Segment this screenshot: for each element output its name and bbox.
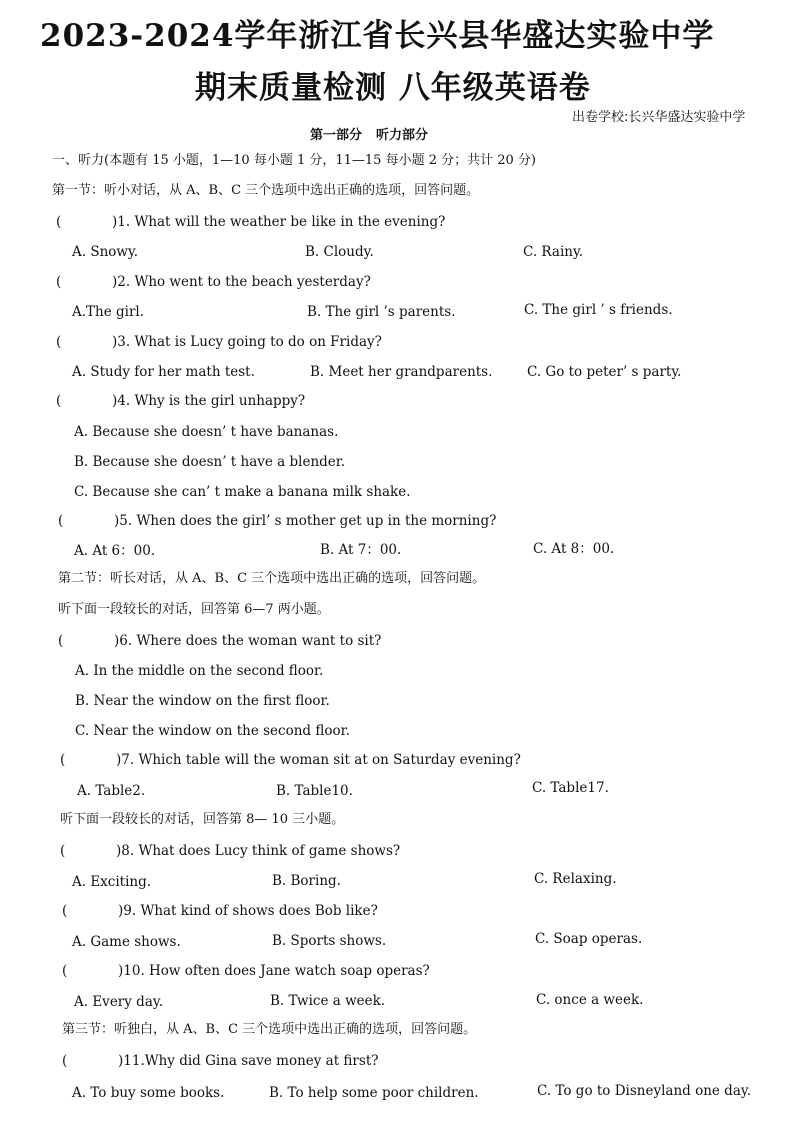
q4-option-c: C. Because she can’ t make a banana milk shake. bbox=[74, 484, 411, 500]
question-text: )10. How often does Jane watch soap operas? bbox=[118, 963, 430, 979]
q2-option-a: A.The girl. bbox=[72, 304, 145, 320]
section2-note-2: 听下面一段较长的对话，回答第 8— 10 三小题。 bbox=[60, 812, 345, 827]
question-text: )2. Who went to the beach yesterday? bbox=[112, 274, 371, 290]
question-text: )9. What kind of shows does Bob like? bbox=[118, 903, 378, 919]
q9-option-a: A. Game shows. bbox=[72, 934, 181, 950]
q5-option-c: C. At 8：00. bbox=[533, 541, 615, 557]
q4-option-a: A. Because she doesn’ t have bananas. bbox=[74, 424, 339, 440]
part-title-label: 第一部分 bbox=[310, 128, 363, 143]
q6-option-b: B. Near the window on the first floor. bbox=[75, 693, 330, 709]
section2-note-1: 听下面一段较长的对话，回答第 6—7 两小题。 bbox=[58, 602, 330, 617]
q3-option-a: A. Study for her math test. bbox=[72, 364, 255, 380]
exam-title-line1: 2023-2024学年浙江省长兴县华盛达实验中学 bbox=[40, 18, 715, 54]
answer-paren: ( bbox=[56, 274, 62, 290]
q8-option-c: C. Relaxing. bbox=[534, 871, 617, 887]
q7-option-a: A. Table2. bbox=[77, 783, 146, 799]
q11-option-c: C. To go to Disneyland one day. bbox=[537, 1083, 752, 1099]
q10-option-a: A. Every day. bbox=[74, 994, 163, 1010]
q2-option-b: B. The girl ’s parents. bbox=[307, 304, 456, 320]
question-7 bbox=[60, 751, 521, 769]
answer-paren: ( bbox=[58, 513, 64, 529]
q5-option-b: B. At 7：00. bbox=[320, 542, 402, 558]
answer-paren: ( bbox=[56, 393, 62, 409]
question-text: )6. Where does the woman want to sit? bbox=[114, 633, 382, 649]
section3-instruction: 第三节：听独白，从 A、B、C 三个选项中选出正确的选项，回答问题。 bbox=[62, 1022, 477, 1037]
question-5 bbox=[58, 512, 496, 530]
q6-option-c: C. Near the window on the second floor. bbox=[75, 723, 350, 739]
part-title bbox=[310, 124, 442, 143]
section-main-instruction: 一、听力(本题有 15 小题，1—10 每小题 1 分，11—15 每小题 2 分；共计 20 分) bbox=[52, 153, 536, 168]
question-text: )1. What will the weather be like in the evening? bbox=[112, 214, 446, 230]
q1-option-c: C. Rainy. bbox=[523, 244, 584, 260]
q1-option-b: B. Cloudy. bbox=[305, 244, 374, 260]
q8-option-a: A. Exciting. bbox=[72, 874, 152, 890]
q7-option-b: B. Table10. bbox=[276, 783, 353, 799]
answer-paren: ( bbox=[62, 903, 68, 919]
answer-paren: ( bbox=[58, 633, 64, 649]
q9-option-b: B. Sports shows. bbox=[272, 933, 387, 949]
q6-option-a: A. In the middle on the second floor. bbox=[75, 663, 324, 679]
question-2 bbox=[56, 273, 371, 291]
part-subtitle-label: 听力部分 bbox=[376, 128, 429, 143]
answer-paren: ( bbox=[56, 214, 62, 230]
q11-option-b: B. To help some poor children. bbox=[269, 1085, 479, 1101]
q10-option-b: B. Twice a week. bbox=[270, 993, 386, 1009]
exam-title-line2: 期末质量检测 八年级英语卷 bbox=[195, 70, 591, 106]
question-10 bbox=[62, 962, 430, 980]
question-3 bbox=[56, 333, 382, 351]
question-9 bbox=[62, 902, 378, 920]
section1-instruction: 第一节：听小对话，从 A、B、C 三个选项中选出正确的选项，回答问题。 bbox=[52, 183, 480, 198]
question-11 bbox=[62, 1052, 378, 1070]
question-text: )8. What does Lucy think of game shows? bbox=[116, 843, 401, 859]
q4-option-b: B. Because she doesn’ t have a blender. bbox=[74, 454, 346, 470]
school-name: 出卷学校:长兴华盛达实验中学 bbox=[572, 110, 746, 125]
answer-paren: ( bbox=[62, 1053, 68, 1069]
q7-option-c: C. Table17. bbox=[532, 780, 609, 796]
q8-option-b: B. Boring. bbox=[272, 873, 341, 889]
question-6 bbox=[58, 632, 381, 650]
q1-option-a: A. Snowy. bbox=[72, 244, 139, 260]
question-text: )3. What is Lucy going to do on Friday? bbox=[112, 334, 382, 350]
section2-instruction: 第二节：听长对话，从 A、B、C 三个选项中选出正确的选项，回答问题。 bbox=[58, 571, 486, 586]
answer-paren: ( bbox=[60, 752, 66, 768]
question-text: )11.Why did Gina save money at first? bbox=[118, 1053, 379, 1069]
answer-paren: ( bbox=[62, 963, 68, 979]
question-4 bbox=[56, 392, 305, 410]
question-text: )4. Why is the girl unhappy? bbox=[112, 393, 306, 409]
q3-option-c: C. Go to peter’ s party. bbox=[527, 364, 682, 380]
question-text: )7. Which table will the woman sit at on Saturday evening? bbox=[116, 752, 521, 768]
question-1 bbox=[56, 213, 445, 231]
q11-option-a: A. To buy some books. bbox=[72, 1085, 225, 1101]
q3-option-b: B. Meet her grandparents. bbox=[310, 364, 493, 380]
question-text: )5. When does the girl’ s mother get up in the morning? bbox=[114, 513, 497, 529]
question-8 bbox=[60, 842, 400, 860]
q10-option-c: C. once a week. bbox=[536, 992, 644, 1008]
q5-option-a: A. At 6：00. bbox=[74, 543, 156, 559]
q9-option-c: C. Soap operas. bbox=[535, 931, 643, 947]
answer-paren: ( bbox=[56, 334, 62, 350]
q2-option-c: C. The girl ’ s friends. bbox=[524, 302, 673, 318]
answer-paren: ( bbox=[60, 843, 66, 859]
